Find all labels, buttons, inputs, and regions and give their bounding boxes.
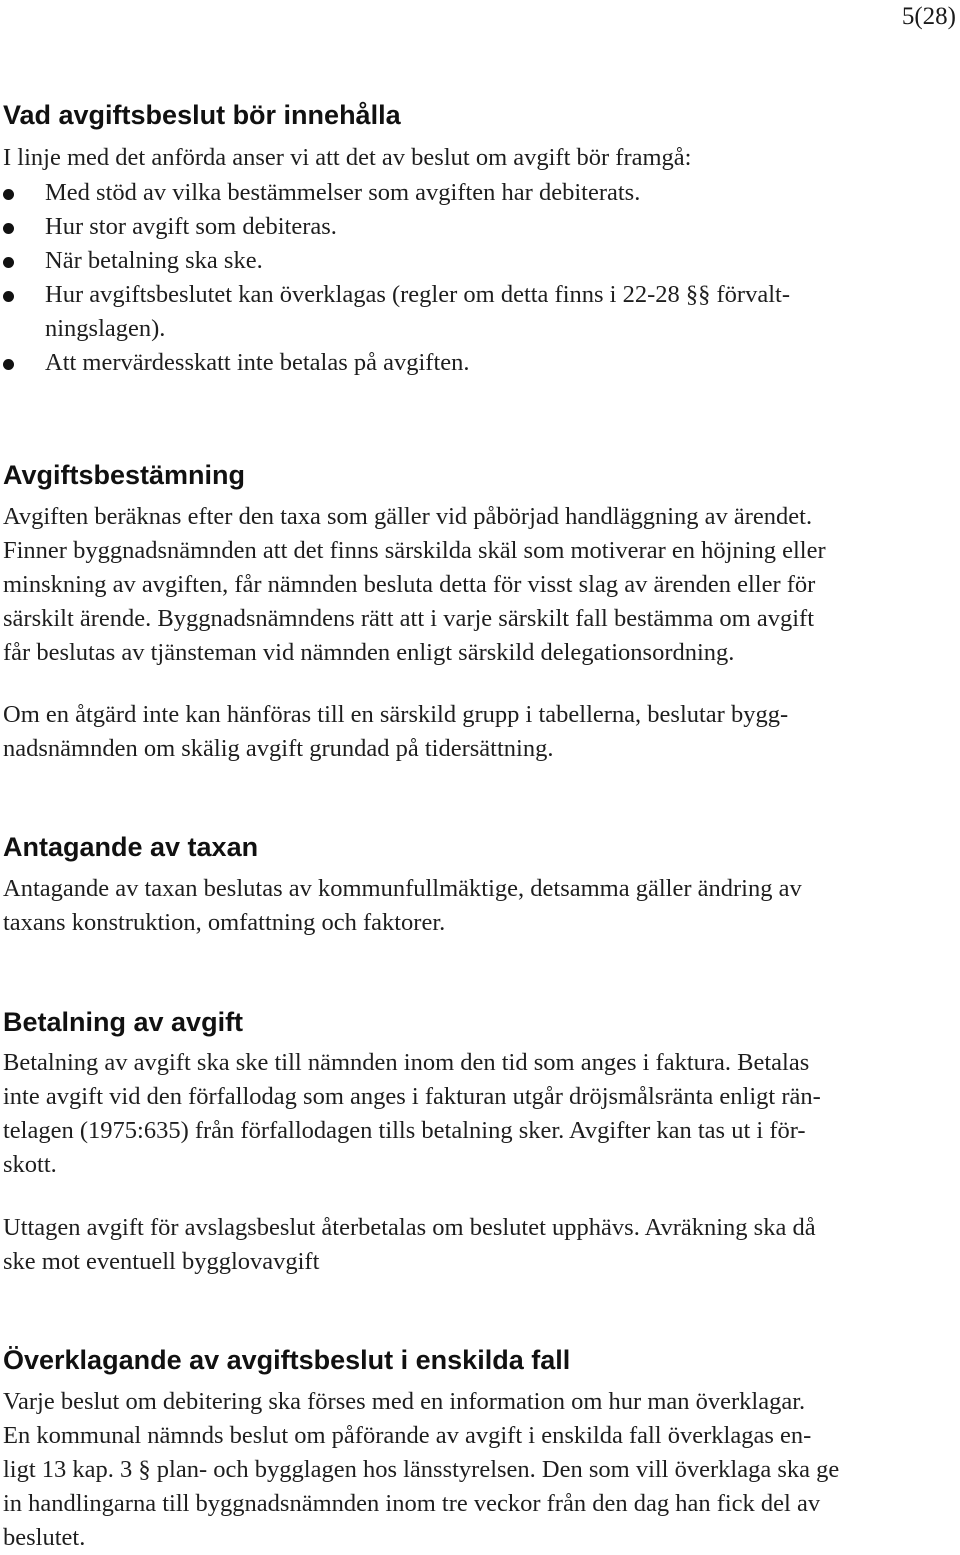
paragraph [3,500,956,670]
section-heading: Avgiftsbestämning [3,460,246,490]
bullet-icon [3,257,14,268]
text-line: Om en åtgärd inte kan hänföras till en särskild grupp i tabellerna, beslutar bygg- [3,701,789,728]
text-line: ske mot eventuell bygglovavgift [3,1248,320,1275]
text-line: Att mervärdesskatt inte betalas på avgiften. [45,349,470,376]
text-line: Betalning av avgift ska ske till nämnden inom den tid som anges i faktura. Betalas [3,1049,810,1076]
text-line: får beslutas av tjänsteman vid nämnden enligt särskild delegationsordning. [3,639,735,666]
paragraph [3,141,956,175]
list-item [0,210,790,244]
paragraph [3,872,956,940]
list-item [0,244,790,278]
text-line: beslutet. [3,1524,86,1551]
text-line: Finner byggnadsnämnden att det finns särskilda skäl som motiverar en höjning eller [3,537,826,564]
text-line: skott. [3,1151,57,1178]
text-line: Avgiften beräknas efter den taxa som gäller vid påbörjad handläggning av ärendet. [3,503,813,530]
text-line: En kommunal nämnds beslut om påförande av avgift i enskilda fall överklagas en- [3,1422,812,1449]
text-line: ligt 13 kap. 3 § plan- och bygglagen hos länsstyrelsen. Den som vill överklaga ska ge [3,1456,840,1483]
section-heading: Antagande av taxan [3,832,259,862]
paragraph [3,1211,956,1279]
text-line: När betalning ska ske. [45,247,263,274]
paragraph [3,1385,956,1555]
text-line: Hur avgiftsbeslutet kan överklagas (regler om detta finns i 22-28 §§ förvalt- [45,281,790,308]
text-line: I linje med det anförda anser vi att det av beslut om avgift bör framgå: [3,144,692,171]
list-item [0,176,790,210]
text-line: Varje beslut om debitering ska förses med en information om hur man överklagar. [3,1388,806,1415]
text-line: särskilt ärende. Byggnadsnämndens rätt att i varje särskilt fall bestämma om avgift [3,605,815,632]
text-line: ningslagen). [45,315,166,342]
text-line: Med stöd av vilka bestämmelser som avgiften har debiterats. [45,179,641,206]
paragraph [3,698,956,766]
text-line: telagen (1975:635) från förfallodagen tills betalning sker. Avgifter kan tas ut i för- [3,1117,806,1144]
section-heading: Vad avgiftsbeslut bör innehålla [3,100,401,130]
page-number: 5(28) [901,3,956,30]
text-line: minskning av avgiften, får nämnden besluta detta för visst slag av ärenden eller för [3,571,816,598]
text-line: inte avgift vid den förfallodag som anges i fakturan utgår dröjsmålsränta enligt rän- [3,1083,821,1110]
text-line: in handlingarna till byggnadsnämnden inom tre veckor från den dag han fick del av [3,1490,821,1517]
list-item [0,278,790,346]
section-heading: Överklagande av avgiftsbeslut i enskilda fall [3,1345,571,1375]
section-heading: Betalning av avgift [3,1007,244,1037]
text-line: nadsnämnden om skälig avgift grundad på tidersättning. [3,735,554,762]
list-item [0,346,790,380]
bullet-icon [3,189,14,200]
bullet-icon [3,359,14,370]
text-line: Antagande av taxan beslutas av kommunfullmäktige, detsamma gäller ändring av [3,875,802,902]
text-line: taxans konstruktion, omfattning och faktorer. [3,909,446,936]
bullet-icon [3,291,14,302]
text-line: Uttagen avgift för avslagsbeslut återbetalas om beslutet upphävs. Avräkning ska då [3,1214,816,1241]
bullet-list [0,176,790,380]
text-line: Hur stor avgift som debiteras. [45,213,337,240]
bullet-icon [3,223,14,234]
paragraph [3,1046,956,1182]
